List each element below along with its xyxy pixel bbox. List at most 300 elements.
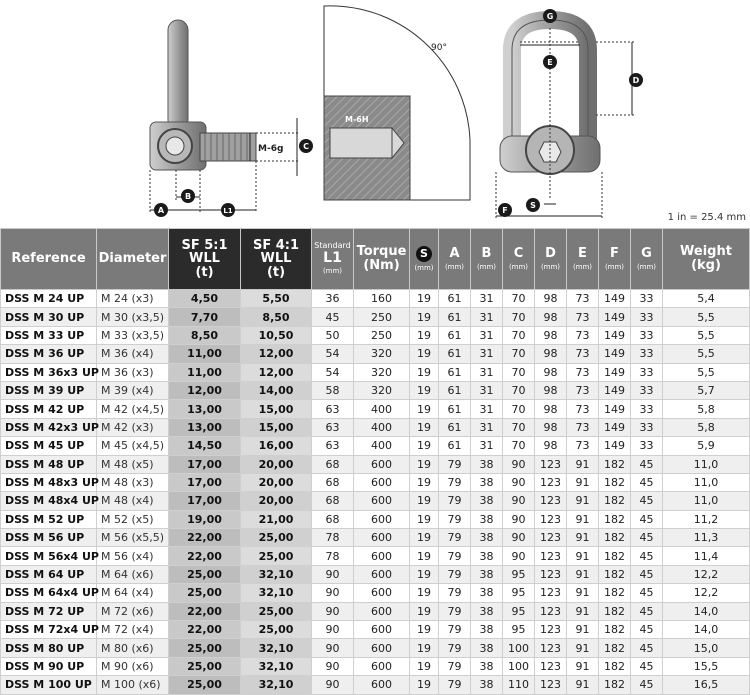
cell-l1: 63 [312,400,354,418]
cell-f: 182 [599,676,631,694]
cell-torque: 400 [354,418,410,436]
cell-sf4: 12,00 [241,345,312,363]
cell-dia: M 56 (x4) [97,547,169,565]
cell-a: 79 [439,529,471,547]
cell-b: 38 [471,657,503,675]
cell-l1: 50 [312,326,354,344]
cell-g: 33 [631,345,663,363]
cell-l1: 78 [312,547,354,565]
cell-b: 38 [471,565,503,583]
cell-dia: M 72 (x4) [97,621,169,639]
cell-ref: DSS M 45 UP [1,437,97,455]
cell-torque: 400 [354,437,410,455]
cell-g: 33 [631,290,663,308]
cell-c: 110 [503,676,535,694]
cell-c: 70 [503,326,535,344]
cell-sf5: 25,00 [169,639,241,657]
cell-s: 19 [410,547,439,565]
cell-ref: DSS M 42 UP [1,400,97,418]
cell-g: 45 [631,565,663,583]
cell-l1: 90 [312,621,354,639]
cell-f: 149 [599,400,631,418]
cell-a: 61 [439,290,471,308]
cell-e: 73 [567,381,599,399]
cell-e: 91 [567,621,599,639]
marker-g-icon [543,9,557,23]
cell-e: 91 [567,492,599,510]
marker-c-icon [299,139,313,153]
cell-g: 45 [631,639,663,657]
cell-ref: DSS M 72x4 UP [1,621,97,639]
cell-b: 38 [471,602,503,620]
cell-d: 123 [535,492,567,510]
cell-e: 73 [567,400,599,418]
angle-label: 90° [431,43,447,53]
cell-l1: 90 [312,584,354,602]
cell-c: 90 [503,455,535,473]
cell-sf5: 22,00 [169,621,241,639]
cell-b: 31 [471,326,503,344]
cell-c: 70 [503,308,535,326]
cell-dia: M 72 (x6) [97,602,169,620]
cell-d: 98 [535,345,567,363]
cell-f: 182 [599,565,631,583]
cell-ref: DSS M 52 UP [1,510,97,528]
cell-weight: 16,5 [663,676,750,694]
cell-weight: 14,0 [663,602,750,620]
cell-g: 45 [631,455,663,473]
cell-ref: DSS M 24 UP [1,290,97,308]
cell-e: 73 [567,326,599,344]
cell-s: 19 [410,473,439,491]
cell-f: 149 [599,418,631,436]
cell-sf5: 19,00 [169,510,241,528]
cell-s: 19 [410,602,439,620]
cell-e: 91 [567,565,599,583]
cell-c: 70 [503,345,535,363]
cell-s: 19 [410,565,439,583]
cell-c: 70 [503,381,535,399]
cell-d: 98 [535,400,567,418]
cell-l1: 90 [312,657,354,675]
cell-d: 98 [535,290,567,308]
cell-d: 98 [535,418,567,436]
cell-sf4: 32,10 [241,676,312,694]
cell-a: 61 [439,308,471,326]
cell-b: 38 [471,492,503,510]
cell-d: 123 [535,529,567,547]
cell-f: 149 [599,437,631,455]
header-l1: Standard L1 (mm) [312,229,354,290]
cell-b: 38 [471,639,503,657]
cell-e: 73 [567,345,599,363]
cell-ref: DSS M 64 UP [1,565,97,583]
cell-g: 45 [631,492,663,510]
cell-torque: 600 [354,510,410,528]
cell-a: 79 [439,565,471,583]
cell-c: 95 [503,565,535,583]
svg-text:G: G [546,12,554,21]
cell-d: 123 [535,676,567,694]
cell-ref: DSS M 48 UP [1,455,97,473]
cell-torque: 250 [354,308,410,326]
cell-a: 79 [439,547,471,565]
cell-f: 149 [599,345,631,363]
cell-e: 91 [567,584,599,602]
cell-a: 61 [439,418,471,436]
header-g: G (mm) [631,229,663,290]
cell-l1: 68 [312,492,354,510]
cell-e: 91 [567,676,599,694]
cell-l1: 45 [312,308,354,326]
cell-sf4: 32,10 [241,639,312,657]
cell-sf4: 25,00 [241,547,312,565]
table-row [1,345,750,363]
table-row [1,437,750,455]
cell-weight: 5,7 [663,381,750,399]
cell-weight: 5,9 [663,437,750,455]
cell-e: 91 [567,602,599,620]
header-f: F (mm) [599,229,631,290]
table-row [1,326,750,344]
cell-c: 70 [503,290,535,308]
cell-c: 70 [503,400,535,418]
cell-s: 19 [410,510,439,528]
cell-c: 95 [503,602,535,620]
cell-l1: 90 [312,602,354,620]
cell-f: 149 [599,290,631,308]
header-reference: Reference [1,229,97,290]
cell-e: 73 [567,363,599,381]
header-a: A (mm) [439,229,471,290]
cell-d: 123 [535,565,567,583]
cell-c: 70 [503,437,535,455]
cell-torque: 600 [354,492,410,510]
cell-weight: 11,0 [663,455,750,473]
cell-sf5: 13,00 [169,400,241,418]
cell-dia: M 33 (x3,5) [97,326,169,344]
svg-text:D: D [632,76,640,85]
cell-f: 182 [599,455,631,473]
cell-sf4: 32,10 [241,657,312,675]
cell-torque: 600 [354,473,410,491]
cell-a: 61 [439,437,471,455]
cell-f: 149 [599,308,631,326]
cell-g: 45 [631,584,663,602]
cell-sf4: 25,00 [241,529,312,547]
cell-s: 19 [410,418,439,436]
svg-text:F: F [502,206,508,215]
cell-f: 182 [599,621,631,639]
cell-a: 79 [439,473,471,491]
cell-l1: 68 [312,455,354,473]
cell-torque: 600 [354,529,410,547]
cell-a: 61 [439,363,471,381]
cell-d: 98 [535,363,567,381]
table-row [1,510,750,528]
cell-sf5: 11,00 [169,345,241,363]
cell-s: 19 [410,584,439,602]
cell-s: 19 [410,345,439,363]
cell-ref: DSS M 56 UP [1,529,97,547]
cell-c: 95 [503,584,535,602]
table-row [1,308,750,326]
cell-a: 79 [439,602,471,620]
cell-e: 73 [567,308,599,326]
table-body [1,290,750,695]
cell-f: 182 [599,529,631,547]
cell-g: 45 [631,473,663,491]
side-view [150,20,300,212]
cell-torque: 600 [354,547,410,565]
cell-dia: M 52 (x5) [97,510,169,528]
cell-sf5: 22,00 [169,529,241,547]
cell-sf4: 20,00 [241,473,312,491]
table-row [1,547,750,565]
cell-torque: 320 [354,363,410,381]
table-row [1,565,750,583]
cell-f: 149 [599,381,631,399]
cell-f: 182 [599,492,631,510]
header-e: E (mm) [567,229,599,290]
cell-g: 45 [631,657,663,675]
cell-a: 79 [439,492,471,510]
cell-b: 31 [471,381,503,399]
cell-ref: DSS M 100 UP [1,676,97,694]
cell-weight: 12,2 [663,565,750,583]
cell-b: 31 [471,308,503,326]
cell-g: 45 [631,602,663,620]
cell-dia: M 100 (x6) [97,676,169,694]
cell-dia: M 36 (x3) [97,363,169,381]
cell-s: 19 [410,381,439,399]
cell-torque: 600 [354,639,410,657]
cell-b: 38 [471,621,503,639]
svg-text:B: B [184,192,192,201]
cell-c: 90 [503,547,535,565]
cell-dia: M 42 (x4,5) [97,400,169,418]
cell-b: 31 [471,400,503,418]
cell-l1: 36 [312,290,354,308]
cell-f: 182 [599,639,631,657]
cell-ref: DSS M 48x3 UP [1,473,97,491]
cell-b: 38 [471,529,503,547]
cell-e: 73 [567,290,599,308]
table-row [1,400,750,418]
cell-a: 79 [439,621,471,639]
cell-g: 33 [631,381,663,399]
header-torque: Torque (Nm) [354,229,410,290]
cell-sf5: 12,00 [169,381,241,399]
table-row [1,621,750,639]
cell-weight: 11,0 [663,492,750,510]
cell-b: 31 [471,290,503,308]
cell-sf4: 8,50 [241,308,312,326]
marker-l1-icon [221,203,235,217]
cell-a: 61 [439,381,471,399]
cell-torque: 600 [354,676,410,694]
cell-sf4: 15,00 [241,418,312,436]
cell-s: 19 [410,290,439,308]
cell-sf4: 21,00 [241,510,312,528]
cell-l1: 68 [312,473,354,491]
cell-sf5: 25,00 [169,584,241,602]
cell-s: 19 [410,437,439,455]
cell-c: 100 [503,657,535,675]
cell-torque: 600 [354,584,410,602]
cell-weight: 11,3 [663,529,750,547]
cell-ref: DSS M 80 UP [1,639,97,657]
cell-d: 123 [535,584,567,602]
cell-sf5: 25,00 [169,657,241,675]
cell-b: 31 [471,437,503,455]
cell-d: 98 [535,308,567,326]
cell-g: 33 [631,437,663,455]
header-weight: Weight (kg) [663,229,750,290]
cell-b: 38 [471,676,503,694]
cell-b: 38 [471,510,503,528]
cell-l1: 54 [312,363,354,381]
cell-dia: M 90 (x6) [97,657,169,675]
cell-dia: M 64 (x6) [97,565,169,583]
table-row [1,639,750,657]
cell-l1: 90 [312,565,354,583]
svg-text:E: E [547,58,553,67]
product-diagram [0,0,750,228]
cell-sf4: 20,00 [241,492,312,510]
cell-e: 91 [567,547,599,565]
cell-s: 19 [410,492,439,510]
cell-e: 91 [567,473,599,491]
table-row [1,381,750,399]
cell-weight: 11,4 [663,547,750,565]
cell-e: 91 [567,529,599,547]
cell-d: 123 [535,455,567,473]
cell-sf4: 16,00 [241,437,312,455]
cell-torque: 600 [354,657,410,675]
cell-ref: DSS M 30 UP [1,308,97,326]
cell-l1: 63 [312,437,354,455]
cell-sf4: 32,10 [241,584,312,602]
cell-weight: 5,8 [663,400,750,418]
cell-weight: 5,5 [663,308,750,326]
cell-f: 182 [599,602,631,620]
cell-dia: M 56 (x5,5) [97,529,169,547]
cell-dia: M 45 (x4,5) [97,437,169,455]
svg-text:C: C [303,142,309,151]
cell-b: 38 [471,547,503,565]
cell-sf5: 7,70 [169,308,241,326]
cell-d: 123 [535,639,567,657]
cell-c: 90 [503,510,535,528]
cell-a: 61 [439,326,471,344]
cell-b: 31 [471,363,503,381]
cell-b: 38 [471,455,503,473]
cell-weight: 5,8 [663,418,750,436]
cell-e: 91 [567,455,599,473]
marker-b-icon [181,189,195,203]
cell-dia: M 80 (x6) [97,639,169,657]
cell-g: 33 [631,400,663,418]
cell-sf5: 25,00 [169,565,241,583]
cell-sf5: 17,00 [169,473,241,491]
cell-s: 19 [410,326,439,344]
cell-g: 45 [631,547,663,565]
cell-sf5: 25,00 [169,676,241,694]
table-row [1,492,750,510]
cell-f: 182 [599,510,631,528]
cell-ref: DSS M 36x3 UP [1,363,97,381]
cell-sf4: 20,00 [241,455,312,473]
cell-g: 33 [631,326,663,344]
section-view [324,6,470,200]
table-row [1,455,750,473]
cell-torque: 600 [354,455,410,473]
table-row [1,529,750,547]
cell-weight: 15,0 [663,639,750,657]
cell-a: 79 [439,455,471,473]
cell-dia: M 30 (x3,5) [97,308,169,326]
cell-s: 19 [410,400,439,418]
cell-g: 45 [631,676,663,694]
header-diameter: Diameter [97,229,169,290]
cell-dia: M 42 (x3) [97,418,169,436]
cell-dia: M 48 (x4) [97,492,169,510]
cell-s: 19 [410,639,439,657]
table-row [1,473,750,491]
cell-f: 149 [599,363,631,381]
cell-l1: 63 [312,418,354,436]
cell-torque: 250 [354,326,410,344]
cell-f: 149 [599,326,631,344]
cell-torque: 320 [354,345,410,363]
cell-a: 79 [439,639,471,657]
cell-d: 123 [535,547,567,565]
cell-torque: 160 [354,290,410,308]
cell-weight: 5,5 [663,345,750,363]
cell-f: 182 [599,657,631,675]
cell-sf5: 17,00 [169,492,241,510]
cell-e: 91 [567,657,599,675]
table-row [1,584,750,602]
technical-drawing [0,0,750,228]
cell-ref: DSS M 36 UP [1,345,97,363]
header-c: C (mm) [503,229,535,290]
cell-s: 19 [410,308,439,326]
cell-weight: 11,2 [663,510,750,528]
cell-c: 70 [503,418,535,436]
cell-g: 45 [631,621,663,639]
cell-c: 95 [503,621,535,639]
cell-dia: M 24 (x3) [97,290,169,308]
cell-c: 90 [503,529,535,547]
cell-d: 123 [535,602,567,620]
hex-s-icon: S [416,246,432,262]
cell-ref: DSS M 39 UP [1,381,97,399]
cell-l1: 54 [312,345,354,363]
cell-s: 19 [410,621,439,639]
cell-c: 90 [503,473,535,491]
table-row [1,602,750,620]
cell-l1: 90 [312,639,354,657]
cell-ref: DSS M 48x4 UP [1,492,97,510]
cell-weight: 5,5 [663,326,750,344]
cell-a: 61 [439,345,471,363]
cell-torque: 600 [354,565,410,583]
cell-sf5: 8,50 [169,326,241,344]
cell-sf5: 22,00 [169,602,241,620]
cell-ref: DSS M 72 UP [1,602,97,620]
